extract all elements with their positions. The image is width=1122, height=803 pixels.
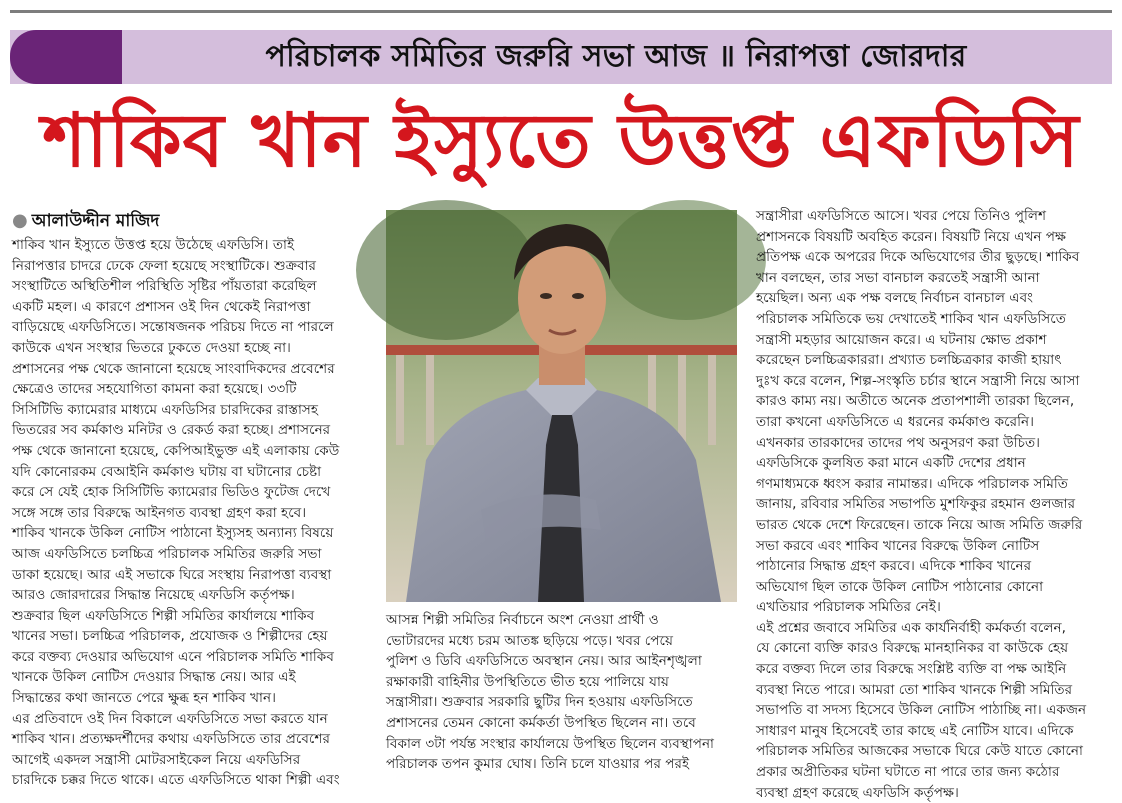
article-line: পাঠানোর সিদ্ধান্ত গ্রহণ করবে। এদিকে শাকিব খানের [756,558,1032,575]
kicker-text: পরিচালক সমিতির জরুরি সভা আজ ॥ নিরাপত্তা জোরদার [265,39,967,74]
article-line: ডাকা হয়েছে। আর এই সভাকে ঘিরে সংস্থায় নিরাপত্তা ব্যবস্থা [12,566,332,583]
article-line: পরিচালক সমিতির আজকের সভাকে ঘিরে কেউ যাতে কোনো [756,743,1083,760]
article-line: প্রকার অপ্রীতিকর ঘটনা ঘটাতে না পারে তার জন্য কঠোর [756,764,1060,781]
article-line: সন্ত্রাসীরা। শুক্রবার সরকারি ছুটির দিন হওয়ায় এফডিসিতে [386,694,693,711]
article-line: প্রশাসনকে বিষয়টি অবহিত করেন। বিষয়টি নিয়ে এখন পক্ষ [756,228,1067,245]
article-line: হয়েছিল। অন্য এক পক্ষ বলছে নির্বাচন বানচাল এবং [756,290,1034,307]
article-line: একটি মহল। এ কারণে প্রশাসন ওই দিন থেকেই নিরাপত্তা [12,298,311,315]
article-line: সিসিটিভি ক্যামেরার মাধ্যমে এফডিসির চারদিকের রাস্তাসহ [12,401,319,418]
article-line: শাকিব খান। প্রত্যক্ষদর্শীদের কথায় এফডিসিতে তার প্রবেশের [12,731,330,748]
article-line: খানের সভা। চলচ্চিত্র পরিচালক, প্রযোজক ও শিল্পীদের হেয় [12,628,328,645]
article-line: সঙ্গে সঙ্গে তার বিরুদ্ধে আইনগত ব্যবস্থা গ্রহণ করা হবে। [12,504,307,521]
portrait-image [386,210,737,602]
article-line: গণমাধ্যমকে ধ্বংস করার নামান্তর। এদিকে পরিচালক সমিতি [756,475,1068,492]
article-column-1 [12,235,370,789]
article-line: প্রশাসনের পক্ষ থেকে জানানো হয়েছে সাংবাদিকদের প্রবেশের [12,360,335,377]
article-line: পরিচালক সমিতিকে ভয় দেখাতেই শাকিব খান এফডিসিতে [756,310,1066,327]
article-photo [386,210,737,602]
byline-author: আলাউদ্দীন মাজিদ [31,211,160,231]
article-line: জানায়, রবিবার সমিতির সভাপতি মুশফিকুর রহমান গুলজার [756,496,1076,513]
article-line: যদি কোনোরকম বেআইনি কর্মকাণ্ড ঘটায় বা ঘটানোর চেষ্টা [12,463,322,480]
article-line: এখনকার তারকাদের তাদের পথ অনুসরণ করা উচিত। [756,434,1041,451]
article-line: শুক্রবার ছিল এফডিসিতে শিল্পী সমিতির কার্যালয়ে শাকিব [12,607,315,624]
article-line: ভারত থেকে দেশে ফিরেছেন। তাকে নিয়ে আজ সমিতি জরুরি [756,516,1083,533]
article-line: রক্ষাকারী বাহিনীর উপস্থিতিতে ভীত হয়ে পালিয়ে যায় [386,673,669,690]
article-line: করেছেন চলচ্চিত্রকাররা। প্রখ্যাত চলচ্চিত্রকার কাজী হায়াৎ [756,352,1062,369]
headline: শাকিব খান ইস্যুতে উত্তপ্ত এফডিসি [42,98,1080,184]
article-line: ক্ষেত্রেও তাদের সহযোগিতা কামনা করা হয়েছে। ৩৩টি [12,381,297,398]
article-line: কারও কাম্য নয়। অতীতে অনেক প্রতাপশালী তারকা ছিলেন, [756,393,1075,410]
article-line: সন্ত্রাসীরা এফডিসিতে আসে। খবর পেয়ে তিনিও পুলিশ [756,208,1047,224]
article-line: শাকিব খান ইস্যুতে উত্তপ্ত হয়ে উঠেছে এফডিসি। তাই [12,237,295,253]
article-line: শাকিব খানকে উকিল নোটিস পাঠানো ইস্যুসহ অন্যান্য বিষয়ে [12,525,334,542]
article-line: ব্যবস্থা গ্রহণ করেছে এফডিসি কর্তৃপক্ষ। [756,784,959,801]
article-line: করে বক্তব্য দিলে তার বিরুদ্ধে সংশ্লিষ্ট ব্যক্তি বা পক্ষ আইনি [756,661,1067,678]
article-line: এফডিসিকে কুলষিত করা মানে একটি দেশের প্রধান [756,455,1026,472]
article-line: চারদিকে চক্কর দিতে থাকে। এতে এফডিসিতে থাকা শিল্পী এবং [12,772,340,789]
article-line: পুলিশ ও ডিবি এফডিসিতে অবস্থান নেয়। আর আইনশৃঙ্খলা [386,653,702,670]
top-rule [10,10,1112,13]
article-line: আসন্ন শিল্পী সমিতির নির্বাচনে অংশ নেওয়া প্রার্থী ও [386,612,659,628]
article-line: সিদ্ধান্তের কথা জানতে পেরে ক্ষুব্ধ হন শাকিব খান। [12,690,276,707]
article-line: আগেই একদল সন্ত্রাসী মোটরসাইকেল নিয়ে এফডিসির [12,751,301,768]
article-line: পক্ষ থেকে জানানো হয়েছে, কেপিআইভুক্ত এই এলাকায় কেউ [12,442,340,459]
byline [12,208,159,236]
article-line: নিরাপত্তার চাদরে ঢেকে ফেলা হয়েছে সংস্থাটিকে। শুক্রবার [12,257,317,274]
article-line: আজ এফডিসিতে চলচ্চিত্র পরিচালক সমিতির জরুরি সভা [12,545,322,562]
article-line: প্রতিপক্ষ একে অপরের দিকে অভিযোগের তীর ছুড়ছে। শাকিব [756,249,1080,266]
article-line: করে সে যেই হোক সিসিটিভি ক্যামেরার ভিডিও ফুটেজ দেখে [12,484,331,501]
article-line: তারা কখনো এফডিসিতে এ ধরনের কর্মকাণ্ড করেনি। [756,413,1034,430]
article-line: সাধারণ মানুষ হিসেবেই তার কাছে এই নোটিস যাবে। এদিকে [756,722,1074,739]
article-line: পরিচালক তপন কুমার ঘোষ। তিনি চলে যাওয়ার পর পরই [386,756,690,773]
kicker-banner [10,30,1112,84]
article-line: ভিতরের সব কর্মকাণ্ড মনিটর ও রেকর্ড করা হচ্ছে। প্রশাসনের [12,422,331,439]
article-column-3 [756,206,1114,801]
article-line: সন্ত্রাসী মহড়ার আয়োজন করে। এ ঘটনায় ক্ষোভ প্রকাশ [756,331,1047,348]
article-line: সভাপতি বা সদস্য হিসেবে উকিল নোটিস পাঠাচ্ছি না। একজন [756,702,1087,719]
article-line: দুঃখ করে বলেন, শিল্প-সংস্কৃতি চর্চার স্থানে সন্ত্রাসী নিয়ে আসা [756,372,1080,389]
kicker-tab [10,30,122,84]
article-line: এখতিয়ার পরিচালক সমিতির নেই। [756,599,941,616]
article-line: ব্যবস্থা নিতে পারে। আমরা তো শাকিব খানকে শিল্পী সমিতির [756,681,1073,698]
article-line: আরও জোরদারের সিদ্ধান্ত নিয়েছে এফডিসি কর্তৃপক্ষ। [12,587,295,604]
article-line: সংস্থাটিতে অস্থিতিশীল পরিস্থিতি সৃষ্টির পাঁয়তারা করেছিল [12,278,317,295]
article-line: যে কোনো ব্যক্তি কারও বিরুদ্ধে মানহানিকর বা কাউকে হেয় [756,640,1069,657]
article-line: এই প্রশ্নের জবাবে সমিতির এক কার্যনির্বাহী কর্মকর্তা বলেন, [756,619,1066,636]
article-column-2 [386,610,738,775]
article-line: করে বক্তব্য দেওয়ার অভিযোগ এনে পরিচালক সমিতি শাকিব [12,648,334,665]
bullet-icon: ● [12,210,28,231]
article-line: খান বলছেন, তার সভা বানচাল করতেই সন্ত্রাসী আনা [756,269,1040,286]
article-line: বিকাল ৩টা পর্যন্ত সংস্থার কার্যালয়ে উপস্থিত ছিলেন ব্যবস্থাপনা [386,735,715,752]
article-line: সভা করবে এবং শাকিব খানের বিরুদ্ধে উকিল নোটিস [756,537,1040,554]
article-line: অভিযোগ ছিল তাকে উকিল নোটিস পাঠানোর কোনো [756,578,1044,595]
article-line: বাড়িয়েছে এফডিসিতে। সন্তোষজনক পরিচয় দিতে না পারলে [12,319,334,336]
article-line: খানকে উকিল নোটিস দেওয়ার সিদ্ধান্ত নেয়। আর এই [12,669,296,686]
article-line: কাউকে এখন সংস্থার ভিতরে ঢুকতে দেওয়া হচ্ছে না। [12,339,291,356]
article-line: প্রশাসনের তেমন কোনো কর্মকর্তা উপস্থিত ছিলেন না। তবে [386,714,696,731]
article-line: এর প্রতিবাদে ওই দিন বিকালে এফডিসিতে সভা করতে যান [12,710,328,727]
article-line: ভোটারদের মধ্যে চরম আতঙ্ক ছড়িয়ে পড়ে। খবর পেয়ে [386,632,673,649]
